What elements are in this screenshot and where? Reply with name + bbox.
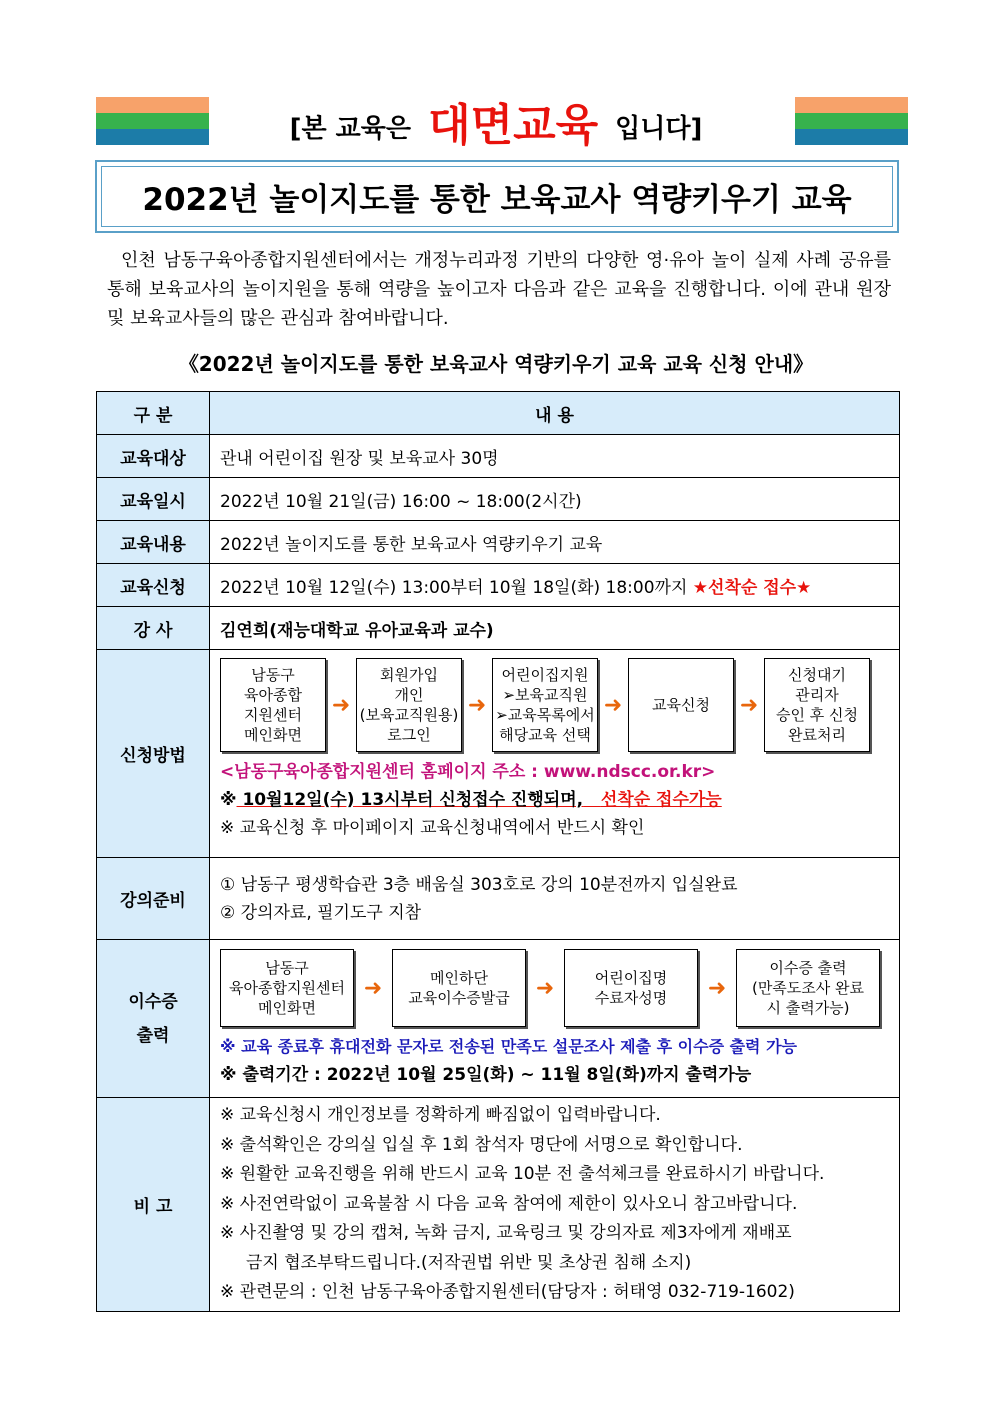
flow-step-5: 신청대기 관리자 승인 후 신청 완료처리 <box>764 658 870 752</box>
flow-step-3: 어린이집지원 ➢보육교직원 ➢교육목록에서 해당교육 선택 <box>492 658 598 752</box>
remark-item: ※ 출석확인은 강의실 입실 후 1회 참석자 명단에 서명으로 확인합니다. <box>220 1134 743 1155</box>
banner-suffix: 입니다] <box>615 114 703 144</box>
cert-step-3: 어린이집명 수료자성명 <box>564 949 698 1027</box>
arrow-right-icon: ➜ <box>535 975 555 1001</box>
cert-step-2: 메인하단 교육이수증발급 <box>392 949 526 1027</box>
lecturer-value: 김연희(재능대학교 유아교육과 교수) <box>210 607 900 650</box>
note-mark: ※ <box>220 790 237 810</box>
title-box <box>95 160 899 233</box>
page-title: 2022년 놀이지도를 통한 보육교사 역량키우기 교육 <box>101 166 893 227</box>
homepage-address: <남동구육아종합지원센터 홈페이지 주소 : www.ndscc.or.kr> <box>220 762 716 782</box>
apply-note-1 <box>220 786 889 814</box>
flow-step-2: 회원가입 개인 (보육교직원용) 로그인 <box>356 658 462 752</box>
date-value: 2022년 10월 21일(금) 16:00 ~ 18:00(2시간) <box>210 478 900 521</box>
method-cell <box>210 650 900 858</box>
content-label: 교육내용 <box>97 521 210 564</box>
apply-note-main: 10월12일(수) 13시부터 신청접수 진행되며, <box>236 790 584 810</box>
prep-item-2: ② 강의자료, 필기도구 지참 <box>220 902 422 923</box>
flow-step-1: 남동구 육아종합 지원센터 메인화면 <box>220 658 326 752</box>
apply-note-red: 선착순 접수가능 <box>600 790 722 810</box>
method-label: 신청방법 <box>97 650 210 858</box>
apply-flow <box>220 658 889 752</box>
table-row <box>97 940 900 1098</box>
arrow-right-icon: ➜ <box>331 692 351 718</box>
table-row <box>97 858 900 940</box>
cert-label <box>97 940 210 1098</box>
cert-step-4: 이수증 출력 (만족도조사 완료 시 출력가능) <box>736 949 880 1027</box>
table-row <box>97 650 900 858</box>
remark-item: ※ 원활한 교육진행을 위해 반드시 교육 10분 전 출석체크를 완료하시기 바랍니다. <box>220 1164 825 1185</box>
remark-item: ※ 관련문의 : 인천 남동구육아종합지원센터(담당자 : 허태영 032-719-1602) <box>220 1282 795 1303</box>
apply-value: 2022년 10월 12일(수) 13:00부터 10월 18일(화) 18:00까지 <box>220 577 688 598</box>
remark-item: ※ 사전연락없이 교육불참 시 다음 교육 참여에 제한이 있사오니 참고바랍니다. <box>220 1193 798 1214</box>
banner-prefix: [본 교육은 <box>289 114 412 144</box>
cert-note-1: ※ 교육 종료후 휴대전화 문자로 전송된 만족도 설문조사 제출 후 이수증 출력 가능 <box>220 1037 797 1056</box>
table-header-row <box>97 392 900 435</box>
face-to-face-banner <box>0 96 992 159</box>
banner-emphasis: 대면교육 <box>428 100 599 151</box>
header-content: 내 용 <box>210 392 900 435</box>
remark-item: ※ 사진촬영 및 강의 캡쳐, 녹화 금지, 교육링크 및 강의자료 제3자에게 재배포 <box>220 1223 792 1244</box>
table-row <box>97 435 900 478</box>
remarks-cell <box>210 1098 900 1312</box>
prep-cell <box>210 858 900 940</box>
apply-label: 교육신청 <box>97 564 210 607</box>
remark-item: 금지 협조부탁드립니다.(저작권법 위반 및 초상권 침해 소지) <box>246 1252 692 1273</box>
cert-cell <box>210 940 900 1098</box>
apply-note-2: ※ 교육신청 후 마이페이지 교육신청내역에서 반드시 확인 <box>220 818 645 838</box>
intro-paragraph: 인천 남동구육아종합지원센터에서는 개정누리과정 기반의 다양한 영·유아 놀이 실제 사례 공유를 통해 보육교사의 놀이지원을 통해 역량을 높이고자 다음과 같은 교육을 진행합니다. 이에 관내 원장 및 보육교사들의 많은 관심과 참여바랍니다. <box>107 250 891 329</box>
table-row <box>97 521 900 564</box>
date-label: 교육일시 <box>97 478 210 521</box>
first-come-badge: ★선착순 접수★ <box>692 577 812 598</box>
table-row <box>97 564 900 607</box>
apply-cell <box>210 564 900 607</box>
arrow-right-icon: ➜ <box>707 975 727 1001</box>
arrow-right-icon: ➜ <box>467 692 487 718</box>
cert-label-line-2: 출력 <box>136 1025 170 1046</box>
remarks-label: 비 고 <box>97 1098 210 1312</box>
lecturer-label: 강 사 <box>97 607 210 650</box>
arrow-right-icon: ➜ <box>363 975 383 1001</box>
cert-step-1: 남동구 육아종합지원센터 메인화면 <box>220 949 354 1027</box>
arrow-right-icon: ➜ <box>739 692 759 718</box>
header-label: 구 분 <box>97 392 210 435</box>
remark-item: ※ 교육신청시 개인정보를 정확하게 빠짐없이 입력바랍니다. <box>220 1105 661 1126</box>
table-row <box>97 1098 900 1312</box>
flow-step-4: 교육신청 <box>628 658 734 752</box>
cert-label-line-1: 이수증 <box>128 991 178 1012</box>
prep-label: 강의준비 <box>97 858 210 940</box>
info-table <box>96 391 900 1312</box>
content-value: 2022년 놀이지도를 통한 보육교사 역량키우기 교육 <box>210 521 900 564</box>
table-row <box>97 607 900 650</box>
target-value: 관내 어린이집 원장 및 보육교사 30명 <box>210 435 900 478</box>
arrow-right-icon: ➜ <box>603 692 623 718</box>
cert-flow <box>220 949 889 1027</box>
cert-note-2: ※ 출력기간 : 2022년 10월 25일(화) ~ 11월 8일(화)까지 출력가능 <box>220 1065 752 1085</box>
table-row <box>97 478 900 521</box>
notice-title: 《2022년 놀이지도를 통한 보육교사 역량키우기 교육 교육 신청 안내》 <box>178 352 814 376</box>
target-label: 교육대상 <box>97 435 210 478</box>
prep-item-1: ① 남동구 평생학습관 3층 배움실 303호로 강의 10분전까지 입실완료 <box>220 874 738 895</box>
